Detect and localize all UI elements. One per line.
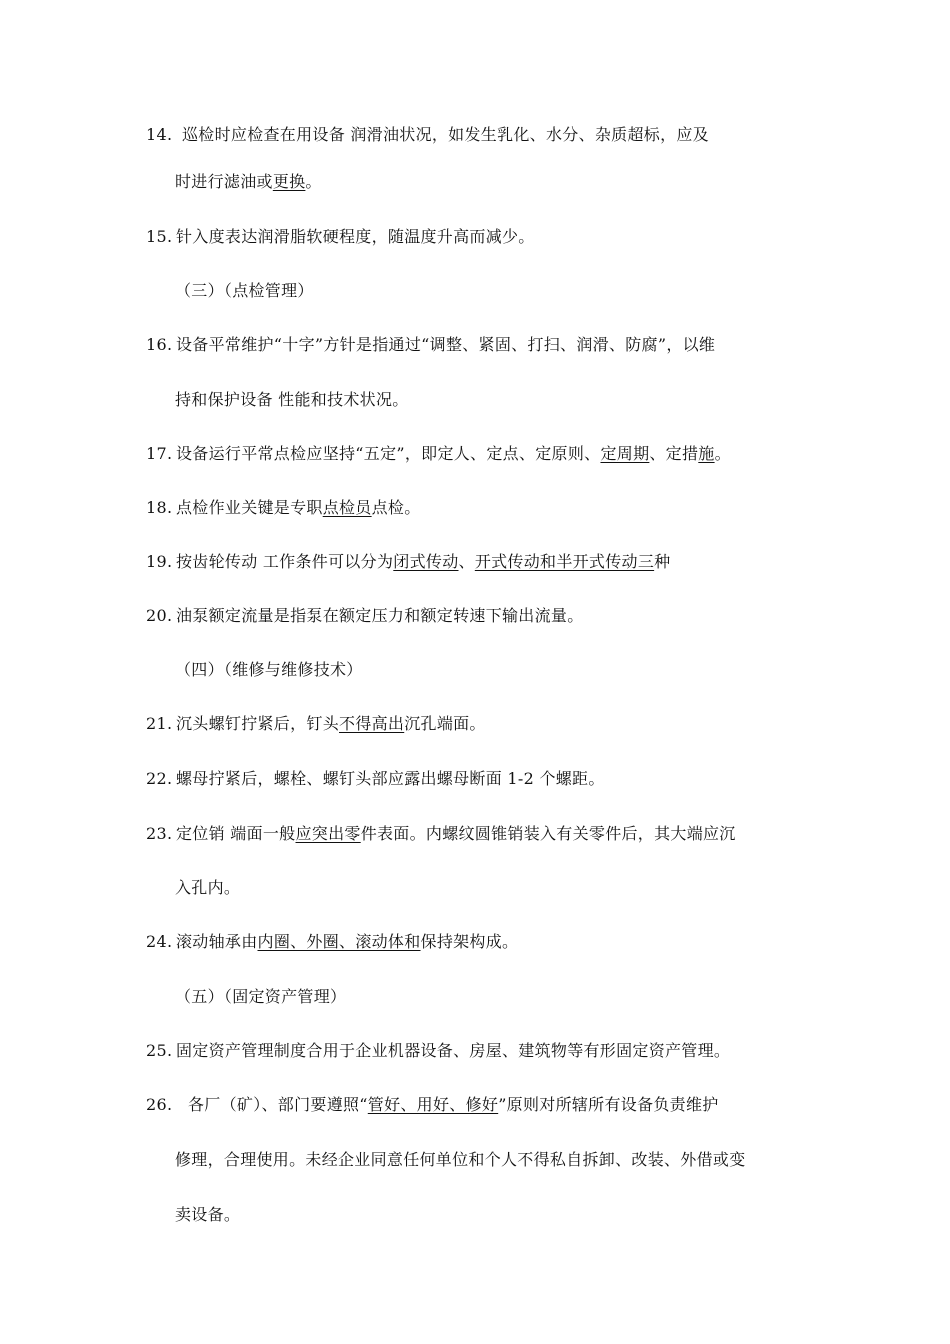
- item-25: [146, 1041, 730, 1061]
- item-text: 时进行滤油或: [175, 172, 273, 191]
- item-16-continuation: [175, 390, 409, 410]
- item-16: [146, 335, 715, 355]
- item-text: 持和保护设备 性能和技术状况。: [175, 390, 409, 409]
- underlined-answer: 闭式传动: [393, 552, 459, 571]
- item-text: 设备运行平常点检应坚持“五定”，即定人、定点、定原则、: [176, 444, 601, 463]
- item-text: 沉孔端面。: [404, 714, 486, 733]
- item-text: 针入度表达润滑脂软硬程度，随温度升高而减少。: [176, 227, 535, 246]
- underlined-answer: 施: [698, 444, 715, 463]
- item-text: 、: [458, 552, 475, 571]
- item-number: 16.: [146, 335, 173, 354]
- item-text: 种: [654, 552, 671, 571]
- item-text: 螺母拧紧后，螺栓、螺钉头部应露出螺母断面 1-2 个螺距。: [176, 769, 605, 788]
- underlined-answer: 应突出零: [295, 824, 361, 843]
- item-23-continuation: [175, 878, 240, 898]
- item-22: [146, 769, 605, 789]
- item-23: [146, 824, 736, 844]
- item-text: 、定措: [649, 444, 699, 463]
- item-text: 按齿轮传动 工作条件可以分为: [176, 552, 394, 571]
- item-number: 25.: [146, 1041, 173, 1060]
- item-text: 。: [714, 444, 731, 463]
- item-text: ”原则对所辖所有设备负责维护: [498, 1095, 719, 1114]
- item-text: 修理，合理使用。未经企业同意任何单位和个人不得私自拆卸、改装、外借或变: [175, 1150, 746, 1169]
- underlined-answer: 开式传动和半开式传动三: [474, 552, 655, 571]
- item-26-continuation: [175, 1205, 240, 1225]
- item-number: 22.: [146, 769, 173, 788]
- underlined-answer: 不得高出: [339, 714, 405, 733]
- item-text: 设备平常维护“十字”方针是指通过“调整、紧固、打扫、润滑、防腐”，以维: [176, 335, 716, 354]
- item-number: 14.: [146, 125, 173, 144]
- item-text: 滚动轴承由: [176, 932, 258, 951]
- item-number: 23.: [146, 824, 173, 843]
- item-26-continuation: [175, 1150, 746, 1170]
- item-text: 各厂（矿）、部门要遵照“: [188, 1095, 368, 1114]
- section-heading: （三）（点检管理）: [175, 281, 314, 300]
- item-20: [146, 606, 584, 626]
- item-24: [146, 932, 518, 952]
- underlined-answer: 更换: [272, 172, 306, 191]
- item-number: 24.: [146, 932, 173, 951]
- item-17: [146, 444, 731, 464]
- item-text: 油泵额定流量是指泵在额定压力和额定转速下输出流量。: [176, 606, 584, 625]
- item-number: 17.: [146, 444, 173, 463]
- item-19: [146, 552, 670, 572]
- item-number: 26.: [146, 1095, 173, 1114]
- underlined-answer: 内圈、外圈、滚动体和: [257, 932, 421, 951]
- item-14-continuation: [175, 172, 322, 192]
- item-text: 。: [305, 172, 322, 191]
- item-text: 巡检时应检查在用设备 润滑油状况，如发生乳化、水分、杂质超标，应及: [182, 125, 709, 144]
- underlined-answer: 定周期: [600, 444, 650, 463]
- item-number: 18.: [146, 498, 173, 517]
- item-text: 点检作业关键是专职: [176, 498, 323, 517]
- item-text: 入孔内。: [175, 878, 241, 897]
- item-number: 20.: [146, 606, 173, 625]
- item-26: [146, 1095, 719, 1115]
- item-14: [146, 125, 709, 145]
- item-number: 15.: [146, 227, 173, 246]
- item-text: 卖设备。: [175, 1205, 241, 1224]
- item-text: 定位销 端面一般: [176, 824, 296, 843]
- item-21: [146, 714, 486, 734]
- item-text: 沉头螺钉拧紧后，钉头: [176, 714, 340, 733]
- item-text: 件表面。内螺纹圆锥销装入有关零件后，其大端应沉: [360, 824, 736, 843]
- item-text: 点检。: [371, 498, 421, 517]
- section-heading: （四）（维修与维修技术）: [175, 660, 363, 679]
- item-text: 保持架构成。: [420, 932, 519, 951]
- item-number: 21.: [146, 714, 173, 733]
- underlined-answer: 点检员: [322, 498, 372, 517]
- section-heading: （五）（固定资产管理）: [175, 987, 347, 1006]
- item-text: 固定资产管理制度合用于企业机器设备、房屋、建筑物等有形固定资产管理。: [176, 1041, 731, 1060]
- item-15: [146, 227, 535, 247]
- item-number: 19.: [146, 552, 173, 571]
- item-18: [146, 498, 421, 518]
- underlined-answer: 管好、用好、修好: [367, 1095, 499, 1114]
